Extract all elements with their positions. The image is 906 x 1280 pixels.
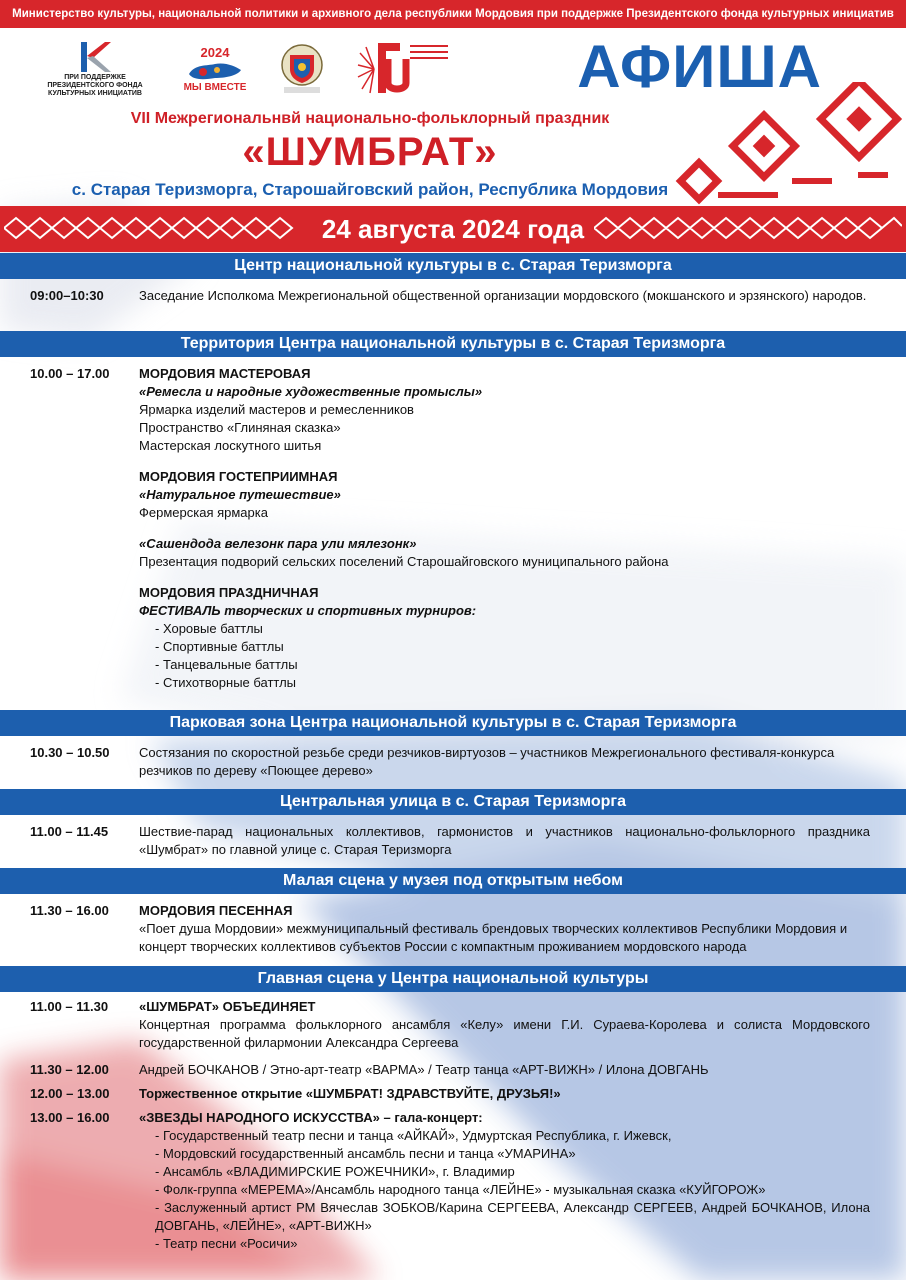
list-item: - Стихотворные баттлы (155, 675, 297, 690)
section-header: Главная сцена у Центра национальной культуры (0, 966, 906, 992)
event-text: «Поет душа Мордовии» межмуниципальный фестиваль брендовых творческих коллективов Республики Мордовия и концерт творческих коллективов субъектов России с компактным проживанием мордовского народа (139, 921, 848, 954)
list-item: - Танцевальные баттлы (155, 657, 298, 672)
event-time: 11.00 – 11.30 (30, 999, 109, 1014)
list-item: - Хоровые баттлы (155, 621, 263, 636)
pfki-logo (40, 40, 150, 98)
list-item: Пространство «Глиняная сказка» (139, 420, 341, 435)
list-item: Фермерская ярмарка (139, 505, 268, 520)
event-date: 24 августа 2024 года (321, 214, 585, 244)
group-title: «ШУМБРАТ» ОБЪЕДИНЯЕТ (139, 999, 316, 1014)
group-title: МОРДОВИЯ ПРАЗДНИЧНАЯ (139, 585, 319, 600)
festival-subtitle: VII Межрегиональнвй национально-фольклорный праздник (130, 110, 610, 127)
event-block (139, 365, 870, 692)
group-title: МОРДОВИЯ ГОСТЕПРИИМНАЯ (139, 469, 338, 484)
list-item: - Мордовский государственный ансамбль песни и танца «УМАРИНА» (155, 1146, 576, 1161)
group-subtitle: «Сашендода велезонк пара ули мялезонк» (139, 536, 417, 551)
group-title: МОРДОВИЯ МАСТЕРОВАЯ (139, 366, 311, 381)
afisha-title: АФИША (577, 33, 822, 100)
event-time: 12.00 – 13.00 (30, 1086, 110, 1101)
my-vmeste-logo (180, 46, 250, 93)
event-text: Андрей БОЧКАНОВ / Этно-арт-театр «ВАРМА» / Театр танца «АРТ-ВИЖН» / Илона ДОВГАНЬ (139, 1062, 709, 1077)
festival-place: с. Старая Теризморга, Старошайговский район, Республика Мордовия (71, 180, 669, 199)
folk-center-logo (354, 39, 450, 99)
my-vmeste-text: МЫ ВМЕСТЕ (183, 81, 247, 93)
section-header: Парковая зона Центра национальной культуры в с. Старая Теризморга (0, 710, 906, 736)
section-header: Центральная улица в с. Старая Теризморга (0, 789, 906, 815)
event-block (139, 1109, 870, 1253)
group-subtitle: «Ремесла и народные художественные промыслы» (139, 384, 483, 399)
list-item: - Театр песни «Росичи» (155, 1236, 298, 1251)
pfki-mark-icon (75, 40, 115, 74)
folk-center-mark-icon (354, 39, 450, 99)
map-icon (185, 60, 245, 82)
event-time: 10.00 – 17.00 (30, 366, 110, 381)
ministry-strip: Министерство культуры, национальной политики и архивного дела республики Мордовия при поддержке Президентского фонда культурных инициатив (0, 0, 906, 28)
event-text: Заседание Исполкома Межрегиональной общественной организации мордовского (мокшанского и эрзянского) народов. (139, 288, 867, 303)
list-item: Мастерская лоскутного шитья (139, 438, 322, 453)
group-subtitle: «Натуральное путешествие» (139, 487, 341, 502)
section-header: Малая сцена у музея под открытым небом (0, 868, 906, 894)
event-text: Шествие-парад национальных коллективов, гармонистов и участников национально-фольклорного праздника «Шумбрат» по главной улице с. Старая Теризморга (139, 824, 870, 857)
list-item: Презентация подворий сельских поселений Старошайговского муниципального района (139, 554, 669, 569)
event-time: 09:00–10:30 (30, 288, 104, 303)
list-item: Ярмарка изделий мастеров и ремесленников (139, 402, 414, 417)
group-title: МОРДОВИЯ ПЕСЕННАЯ (139, 903, 293, 918)
coat-of-arms-icon (280, 43, 324, 95)
logos-row (40, 34, 450, 104)
event-time: 11.00 – 11.45 (30, 824, 109, 839)
event-time: 13.00 – 16.00 (30, 1110, 110, 1125)
list-item: - Фолк-группа «МЕРЕМА»/Ансамбль народного танца «ЛЕЙНЕ» - музыкальная сказка «КУЙГОРОЖ» (155, 1182, 766, 1197)
list-item: - Ансамбль «ВЛАДИМИРСКИЕ РОЖЕЧНИКИ», г. Владимир (155, 1164, 515, 1179)
event-text: Торжественное открытие «ШУМБРАТ! ЗДРАВСТВУЙТЕ, ДРУЗЬЯ!» (139, 1086, 561, 1101)
event-block (139, 902, 870, 956)
group-subtitle: ФЕСТИВАЛЬ творческих и спортивных турниров: (139, 603, 477, 618)
event-text: Концертная программа фольклорного ансамбля «Келу» имени Г.И. Сураева-Королева и солиста Мордовского государственной филармонии Александра Сергеева (139, 1017, 870, 1050)
event-time: 11.30 – 16.00 (30, 903, 109, 918)
group-title: «ЗВЕЗДЫ НАРОДНОГО ИСКУССТВА» – гала-концерт: (139, 1110, 483, 1125)
my-vmeste-year: 2024 (200, 44, 230, 60)
event-block (139, 998, 870, 1052)
mordovia-emblem (280, 43, 324, 95)
list-item: - Спортивные баттлы (155, 639, 284, 654)
festival-name: «ШУМБРАТ» (242, 130, 498, 174)
event-text: Состязания по скоростной резьбе среди резчиков-виртуозов – участников Межрегионального фестиваля-конкурса резчиков по дереву «Поющее дерево» (139, 745, 835, 778)
event-time: 10.30 – 10.50 (30, 745, 110, 760)
pfki-caption: ПРИ ПОДДЕРЖКЕ ПРЕЗИДЕНТСКОГО ФОНДА КУЛЬТУРНЫХ ИНИЦИАТИВ (47, 74, 143, 97)
section-header: Центр национальной культуры в с. Старая Теризморга (0, 253, 906, 279)
section-header: Территория Центра национальной культуры в с. Старая Теризморга (0, 331, 906, 357)
event-time: 11.30 – 12.00 (30, 1062, 109, 1077)
list-item: - Государственный театр песни и танца «АЙКАЙ», Удмуртская Республика, г. Ижевск, (155, 1128, 672, 1143)
list-item: - Заслуженный артист РМ Вячеслав ЗОБКОВ/Карина СЕРГЕЕВА, Александр СЕРГЕЕВ, Андрей БОЧКАНОВ, Илона ДОВГАНЬ, «ЛЕЙНЕ», «АРТ-ВИЖН» (155, 1200, 870, 1233)
date-bar (0, 206, 906, 252)
